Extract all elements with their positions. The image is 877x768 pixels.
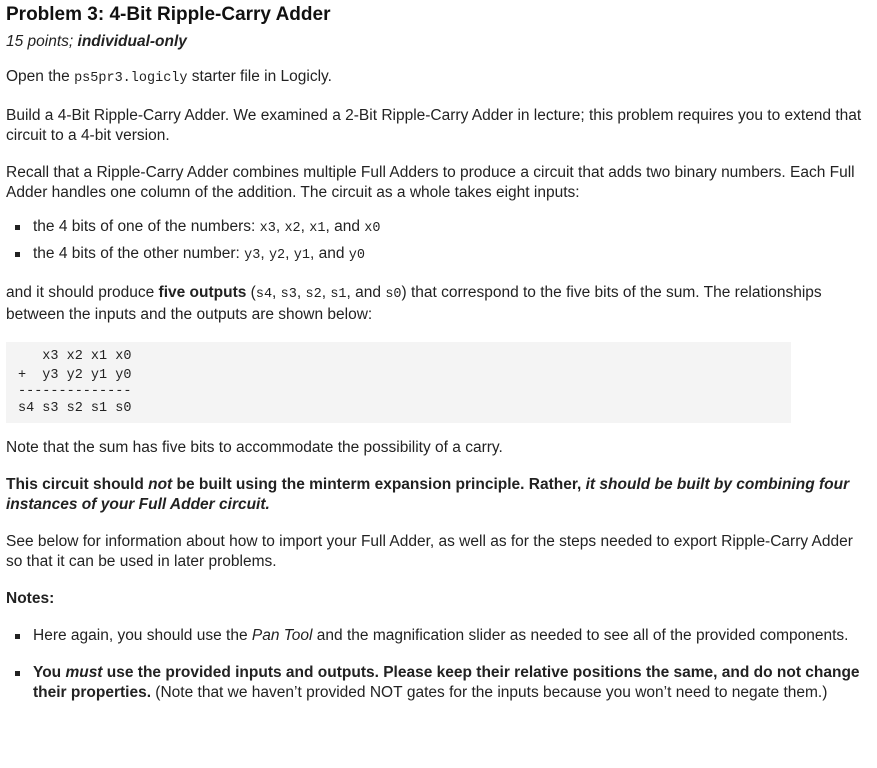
not-emphasis: not	[148, 476, 173, 493]
notes-heading: Notes:	[6, 590, 55, 607]
page-title: Problem 3: 4-Bit Ripple-Carry Adder	[6, 4, 331, 25]
notes-list	[6, 626, 871, 703]
mode-text: individual-only	[77, 33, 187, 50]
recall-paragraph: Recall that a Ripple-Carry Adder combines multiple Full Adders to produce a circuit that adds two binary numbers. Each Full Adder handles one column of the addition. The circuit as a whole takes eight inputs:	[6, 164, 855, 201]
list-item: You must use the provided inputs and outputs. Please keep their relative positions the same, and do not change their properties. (Note that we haven’t provided NOT gates for the inputs because you won’t need to negate them.)	[33, 663, 871, 703]
list-item: Here again, you should use the Pan Tool and the magnification slider as needed to see all of the provided components.	[33, 626, 871, 646]
see-below-paragraph: See below for information about how to import your Full Adder, as well as for the steps needed to export Ripple-Carry Adder so that it can be used in later problems.	[6, 533, 853, 570]
open-paragraph	[6, 67, 871, 89]
subtitle	[6, 32, 871, 52]
open-post: starter file in Logicly.	[187, 68, 332, 85]
points-text: 15 points;	[6, 33, 78, 50]
inputs-list	[6, 217, 871, 266]
code-line: --------------	[18, 384, 132, 399]
not-gate-text: NOT	[369, 684, 403, 701]
must-emphasis: must	[65, 664, 103, 681]
pan-tool-text: Pan Tool	[251, 627, 313, 644]
code-line: s4 s3 s2 s1 s0	[18, 401, 132, 416]
code-line: x3 x2 x1 x0	[18, 349, 132, 364]
code-line: + y3 y2 y1 y0	[18, 368, 132, 383]
outputs-paragraph: and it should produce five outputs (s4, s3, s2, s1, and s0) that correspond to the five bits of the sum. The relationships between the inputs and the outputs are shown below:	[6, 284, 822, 323]
open-pre: Open the	[6, 68, 75, 85]
list-item: the 4 bits of the other number: y3, y2, y1, and y0	[33, 244, 871, 266]
five-outputs-bold: five outputs	[158, 284, 247, 301]
note-paragraph: Note that the sum has five bits to accommodate the possibility of a carry.	[6, 439, 503, 456]
build-paragraph: Build a 4-Bit Ripple-Carry Adder. We examined a 2-Bit Ripple-Carry Adder in lecture; this problem requires you to extend that circuit to a 4-bit version.	[6, 107, 862, 144]
starter-filename: ps5pr3.logicly	[74, 71, 188, 86]
warning-paragraph: This circuit should not be built using the minterm expansion principle. Rather, it should be built by combining four instances of your Full Adder circuit.	[6, 476, 850, 513]
addition-code-block	[6, 342, 791, 423]
list-item: the 4 bits of one of the numbers: x3, x2, x1, and x0	[33, 217, 871, 239]
full-adder-emphasis: it should be built by combining four instances of your Full Adder circuit.	[6, 476, 850, 513]
